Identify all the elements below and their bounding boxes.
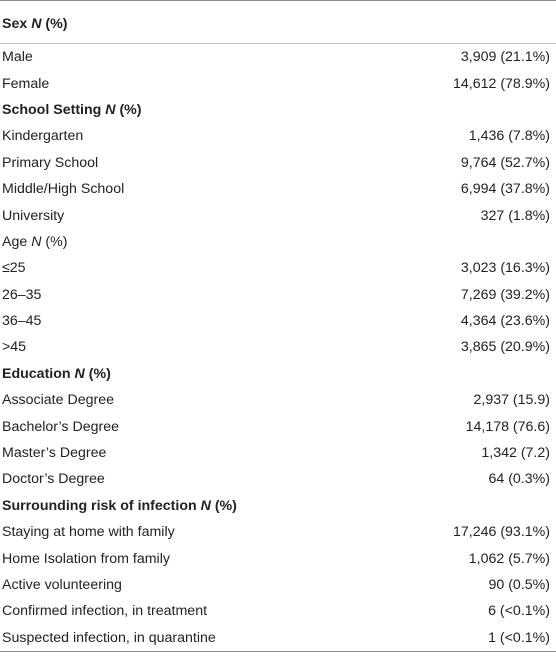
percent-suffix: (%) (210, 497, 237, 514)
percent-suffix: (%) (41, 15, 68, 32)
row-label-cell (0, 361, 440, 387)
row-label-cell (0, 625, 440, 652)
table-section-header-row (0, 4, 556, 44)
row-label: Staying at home with family (2, 524, 175, 541)
row-label-cell (0, 202, 440, 228)
row-label: Confirmed infection, in treatment (2, 603, 208, 620)
table-section-header-row (0, 493, 556, 519)
row-label-cell (0, 572, 440, 598)
table-row (0, 255, 556, 281)
row-label: 26–35 (2, 286, 42, 303)
table-section-header-row (0, 97, 556, 123)
row-label-cell (0, 466, 440, 492)
row-value: 3,909 (21.1%) (460, 49, 550, 66)
row-value (440, 493, 556, 519)
table-row (0, 123, 556, 149)
row-value: 64 (0.3%) (488, 471, 550, 488)
table-body (0, 4, 556, 651)
percent-suffix: (%) (84, 365, 111, 382)
row-value (440, 97, 556, 123)
row-value: 3,023 (16.3%) (460, 260, 550, 277)
table-row (0, 308, 556, 334)
row-label-cell (0, 440, 440, 466)
percent-suffix: (%) (41, 233, 68, 250)
row-label-cell (0, 598, 440, 624)
table-row (0, 440, 556, 466)
table-row (0, 598, 556, 624)
row-value: 4,364 (23.6%) (460, 313, 550, 330)
row-value: 3,865 (20.9%) (460, 339, 550, 356)
row-label: Education (2, 365, 71, 382)
table-row (0, 413, 556, 439)
row-label-cell (0, 493, 440, 519)
row-label: Suspected infection, in quarantine (2, 629, 216, 646)
demographics-table (0, 4, 556, 652)
row-value: 7,269 (39.2%) (460, 286, 550, 303)
row-label-cell (0, 387, 440, 413)
row-value: 14,612 (78.9%) (452, 75, 550, 92)
row-label: 36–45 (2, 313, 42, 330)
row-value: 17,246 (93.1%) (452, 524, 550, 541)
row-label: Bachelor’s Degree (2, 418, 119, 435)
table-top-rule (0, 0, 556, 1)
row-value: 14,178 (76.6) (465, 418, 550, 435)
n-symbol: N (31, 15, 42, 32)
row-label: Home Isolation from family (2, 550, 170, 567)
row-label-cell (0, 334, 440, 360)
row-label-cell (0, 519, 440, 545)
row-label-cell (0, 44, 440, 71)
row-label: Associate Degree (2, 392, 114, 409)
n-symbol: N (31, 233, 42, 250)
row-label-cell (0, 255, 440, 281)
row-label: Male (2, 49, 33, 66)
table-section-header-row (0, 229, 556, 255)
percent-suffix: (%) (115, 101, 142, 118)
table-row (0, 202, 556, 228)
table-row (0, 572, 556, 598)
row-value (440, 361, 556, 387)
row-value (440, 229, 556, 255)
row-label: Kindergarten (2, 128, 84, 145)
row-label-cell (0, 282, 440, 308)
row-label: School Setting (2, 101, 102, 118)
row-label-cell (0, 413, 440, 439)
table-row (0, 44, 556, 71)
row-label-cell (0, 4, 440, 44)
table-row (0, 176, 556, 202)
row-value (440, 4, 556, 44)
row-label: Primary School (2, 154, 99, 171)
table-row (0, 519, 556, 545)
row-label-cell (0, 123, 440, 149)
n-symbol: N (200, 497, 211, 514)
row-label: Female (2, 75, 50, 92)
table-row (0, 334, 556, 360)
table-row (0, 282, 556, 308)
row-label: Doctor’s Degree (2, 471, 105, 488)
table-row (0, 625, 556, 652)
row-value: 1,436 (7.8%) (468, 128, 550, 145)
row-value: 6 (<0.1%) (488, 603, 550, 620)
row-label: Middle/High School (2, 181, 125, 198)
row-value: 327 (1.8%) (480, 207, 550, 224)
row-label: Sex (2, 15, 28, 32)
table-row (0, 70, 556, 96)
row-label-cell (0, 308, 440, 334)
row-label: >45 (2, 339, 27, 356)
row-label: Age (2, 233, 28, 250)
table-row (0, 545, 556, 571)
row-label-cell (0, 176, 440, 202)
table-row (0, 150, 556, 176)
row-label-cell (0, 97, 440, 123)
row-value: 2,937 (15.9) (473, 392, 550, 409)
row-label-cell (0, 545, 440, 571)
row-label: Master’s Degree (2, 445, 107, 462)
row-label: ≤25 (2, 260, 26, 277)
row-value: 9,764 (52.7%) (460, 154, 550, 171)
row-value: 90 (0.5%) (488, 577, 550, 593)
row-value: 1,062 (5.7%) (468, 550, 550, 567)
row-label-cell (0, 70, 440, 96)
table-section-header-row (0, 361, 556, 387)
table-row (0, 387, 556, 413)
row-label: Surrounding risk of infection (2, 497, 197, 514)
n-symbol: N (105, 101, 116, 118)
table-row (0, 466, 556, 492)
row-label-cell (0, 150, 440, 176)
row-label-cell (0, 229, 440, 255)
row-value: 1,342 (7.2) (481, 445, 550, 462)
n-symbol: N (74, 365, 85, 382)
row-label: Active volunteering (2, 577, 122, 593)
row-value: 1 (<0.1%) (440, 625, 556, 652)
row-label: University (2, 207, 65, 224)
row-value: 6,994 (37.8%) (460, 181, 550, 198)
